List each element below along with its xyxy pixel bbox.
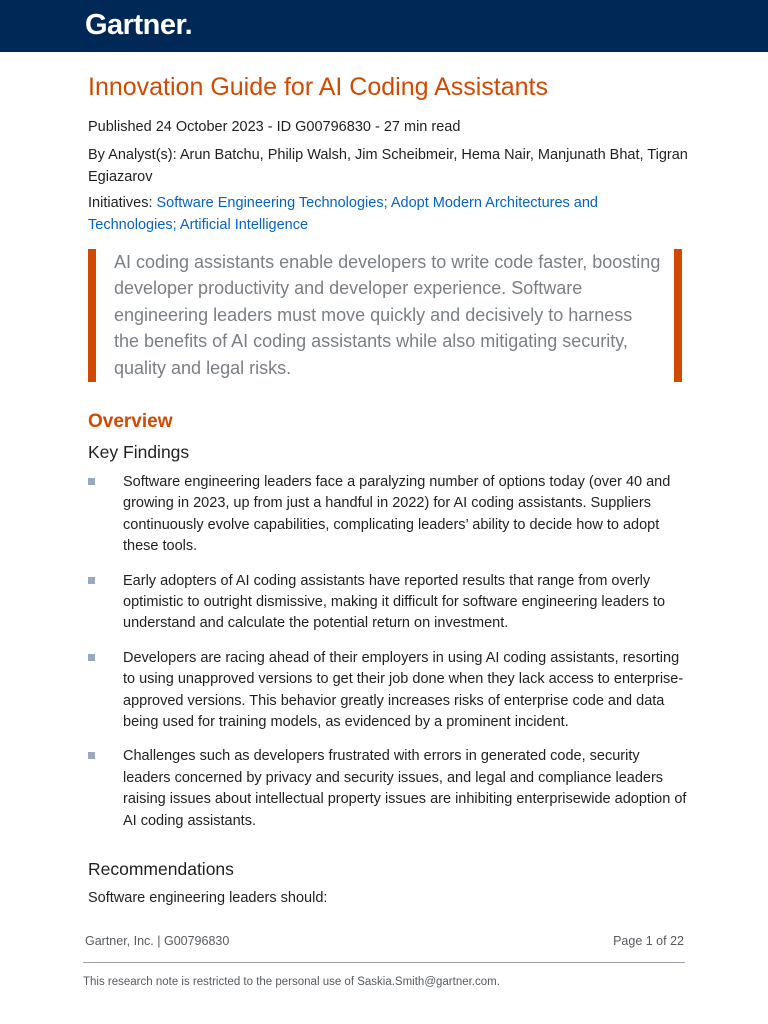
analysts-line: By Analyst(s): Arun Batchu, Philip Walsh, Jim Scheibmeir, Hema Nair, Manjunath Bhat, Tigran Egiazarov xyxy=(88,147,688,185)
list-item xyxy=(88,472,688,558)
list-item xyxy=(88,746,688,832)
logo-text: Gartner xyxy=(85,9,185,41)
footer-document-id: Gartner, Inc. | G00796830 xyxy=(85,934,230,948)
list-item xyxy=(88,571,688,635)
summary-callout xyxy=(88,249,682,382)
footer-page-number: Page 1 of 22 xyxy=(613,934,684,948)
initiatives-label: Initiatives: xyxy=(88,195,153,211)
square-bullet-icon xyxy=(88,577,95,584)
list-item xyxy=(88,648,688,734)
gartner-logo[interactable] xyxy=(85,8,192,42)
initiatives-line xyxy=(88,192,688,236)
finding-text: Challenges such as developers frustrated with errors in generated code, security leaders concerned by privacy and security issues, and legal and compliance leaders raising issues about intellectual property issues are inhibiting enterprisewide adoption of AI coding assistants. xyxy=(123,748,687,829)
initiative-link-software-engineering[interactable]: Software Engineering Technologies; xyxy=(156,195,388,211)
finding-text: Software engineering leaders face a paralyzing number of options today (over 40 and growing in 2023, up from just a handful in 2022) for AI coding assistants. Suppliers continuously evolve capabilities, complicating leaders’ ability to decide how to adopt these tools. xyxy=(123,474,671,555)
recommendations-intro: Software engineering leaders should: xyxy=(88,890,328,906)
logo-dot: . xyxy=(184,9,193,41)
document-title: Innovation Guide for AI Coding Assistants xyxy=(88,73,548,101)
summary-text: AI coding assistants enable developers to write code faster, boosting developer productivity and developer experience. Software engineering leaders must move quickly and decisively to harness the benefits of AI coding assistants while also mitigating security, quality and legal risks. xyxy=(114,252,661,378)
initiative-link-artificial-intelligence[interactable]: Artificial Intelligence xyxy=(179,217,309,233)
square-bullet-icon xyxy=(88,478,95,485)
overview-heading: Overview xyxy=(88,411,173,432)
recommendations-heading: Recommendations xyxy=(88,859,234,879)
restricted-use-notice: This research note is restricted to the personal use of Saskia.Smith@gartner.com. xyxy=(83,976,500,988)
finding-text: Early adopters of AI coding assistants have reported results that range from overly optimistic to outright dismissive, making it difficult for software engineering leaders to understand and calculate the potential return on investment. xyxy=(123,572,666,632)
footer-divider xyxy=(83,962,685,963)
key-findings-heading: Key Findings xyxy=(88,442,190,462)
publication-info: Published 24 October 2023 - ID G00796830 - 27 min read xyxy=(88,119,461,135)
initiative-link-modern-architectures[interactable]: Adopt Modern Architectures and Technologies; xyxy=(88,195,598,233)
gartner-header-bar xyxy=(0,0,768,52)
finding-text: Developers are racing ahead of their employers in using AI coding assistants, resorting to using unapproved versions to get their job done when they lack access to enterprise-approved versions. This behavior greatly increases risks of enterprise code and data being used for training models, as evidenced by a prominent incident. xyxy=(123,649,684,731)
square-bullet-icon xyxy=(88,654,95,661)
key-findings-list xyxy=(88,472,688,845)
square-bullet-icon xyxy=(88,752,95,759)
